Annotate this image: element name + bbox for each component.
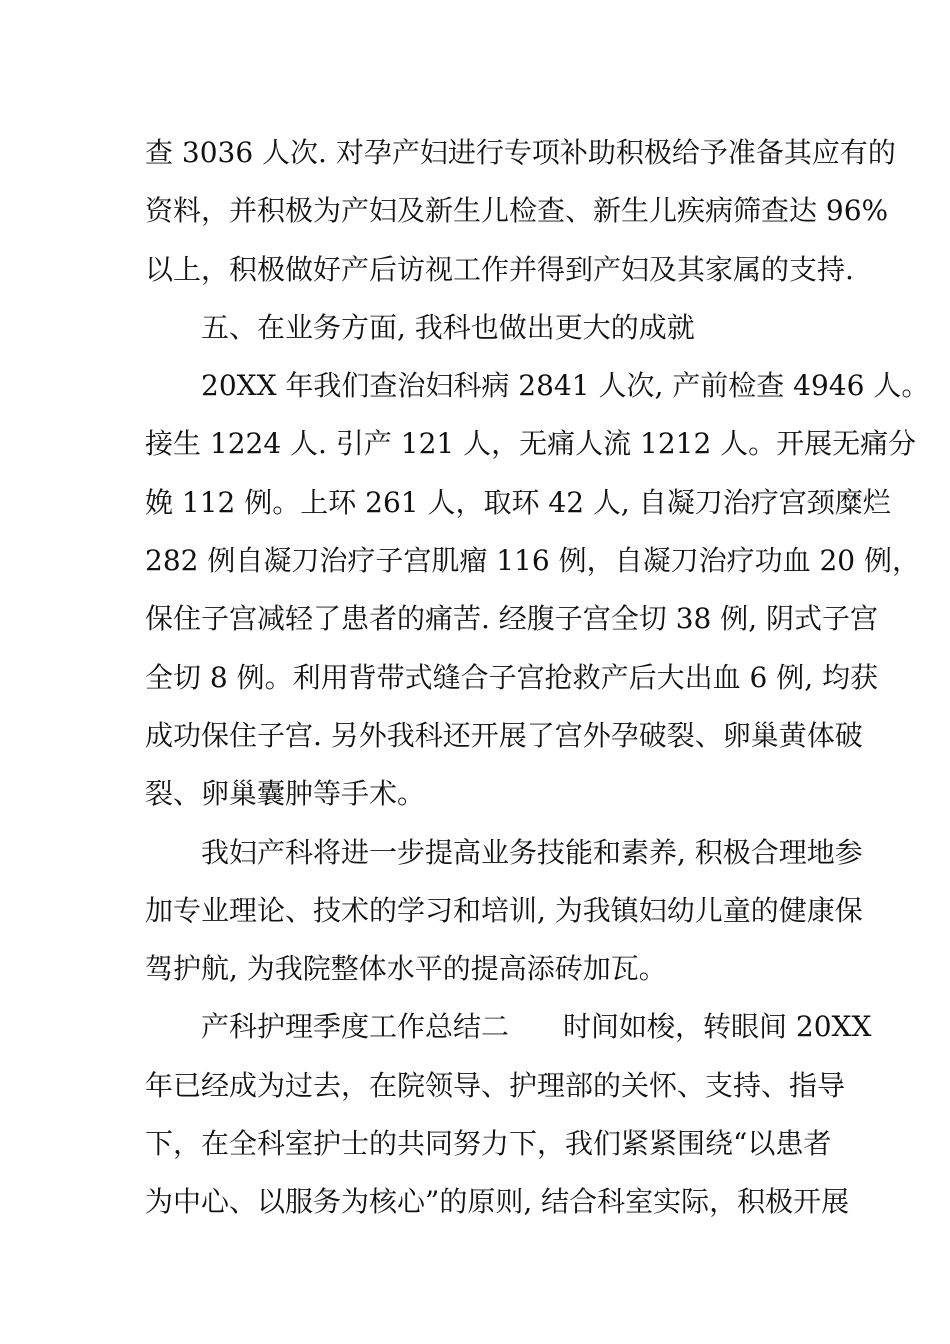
text-line-9: 保住子宫减轻了患者的痛苦. 经腹子宫全切 38 例, 阴式子宫 <box>145 602 879 636</box>
text-line-18: 下，在全科室护士的共同努力下，我们紧紧围绕“以患者 <box>145 1127 832 1161</box>
summary-opening: 时间如梭，转眼间 20XX <box>563 1010 872 1044</box>
text-line-13: 我妇产科将进一步提高业务技能和素养, 积极合理地参 <box>201 835 863 869</box>
text-line-1: 查 3036 人次. 对孕产妇进行专项补助积极给予准备其应有的 <box>145 136 896 169</box>
text-line-17: 年已经成为过去，在院领导、护理部的关怀、支持、指导 <box>145 1068 846 1102</box>
text-line-16 <box>145 998 872 1056</box>
text-line-14: 加专业理论、技术的学习和培训, 为我镇妇幼儿童的健康保 <box>145 893 863 927</box>
text-line-10: 全切 8 例。利用背带式缝合子宫抢救产后大出血 6 例, 均获 <box>145 660 879 694</box>
document-body <box>145 124 930 1232</box>
text-line-19: 为中心、以服务为核心”的原则, 结合科室实际，积极开展 <box>145 1185 850 1219</box>
text-line-8: 282 例自凝刀治疗子宫肌瘤 116 例，自凝刀治疗功血 20 例， <box>145 544 921 578</box>
text-line-11: 成功保住子宫. 另外我科还开展了宫外孕破裂、卵巢黄体破 <box>145 718 863 752</box>
text-line-7: 娩 112 例。上环 261 人，取环 42 人, 自凝刀治疗宫颈糜烂 <box>145 485 891 519</box>
text-line-12: 裂、卵巢囊肿等手术。 <box>145 777 426 811</box>
text-line-6: 接生 1224 人. 引产 121 人，无痛人流 1212 人。开展无痛分 <box>145 427 917 461</box>
section-heading-5: 五、在业务方面, 我科也做出更大的成就 <box>201 310 695 344</box>
summary-title: 产科护理季度工作总结二 <box>201 1010 510 1044</box>
text-line-2: 资料，并积极为产妇及新生儿检查、新生儿疾病筛查达 96% <box>145 194 889 228</box>
text-line-3: 以上，积极做好产后访视工作并得到产妇及其家属的支持. <box>145 252 854 286</box>
text-line-15: 驾护航, 为我院整体水平的提高添砖加瓦。 <box>145 952 667 986</box>
text-line-5: 20XX 年我们查治妇科病 2841 人次, 产前检查 4946 人。 <box>201 369 930 403</box>
